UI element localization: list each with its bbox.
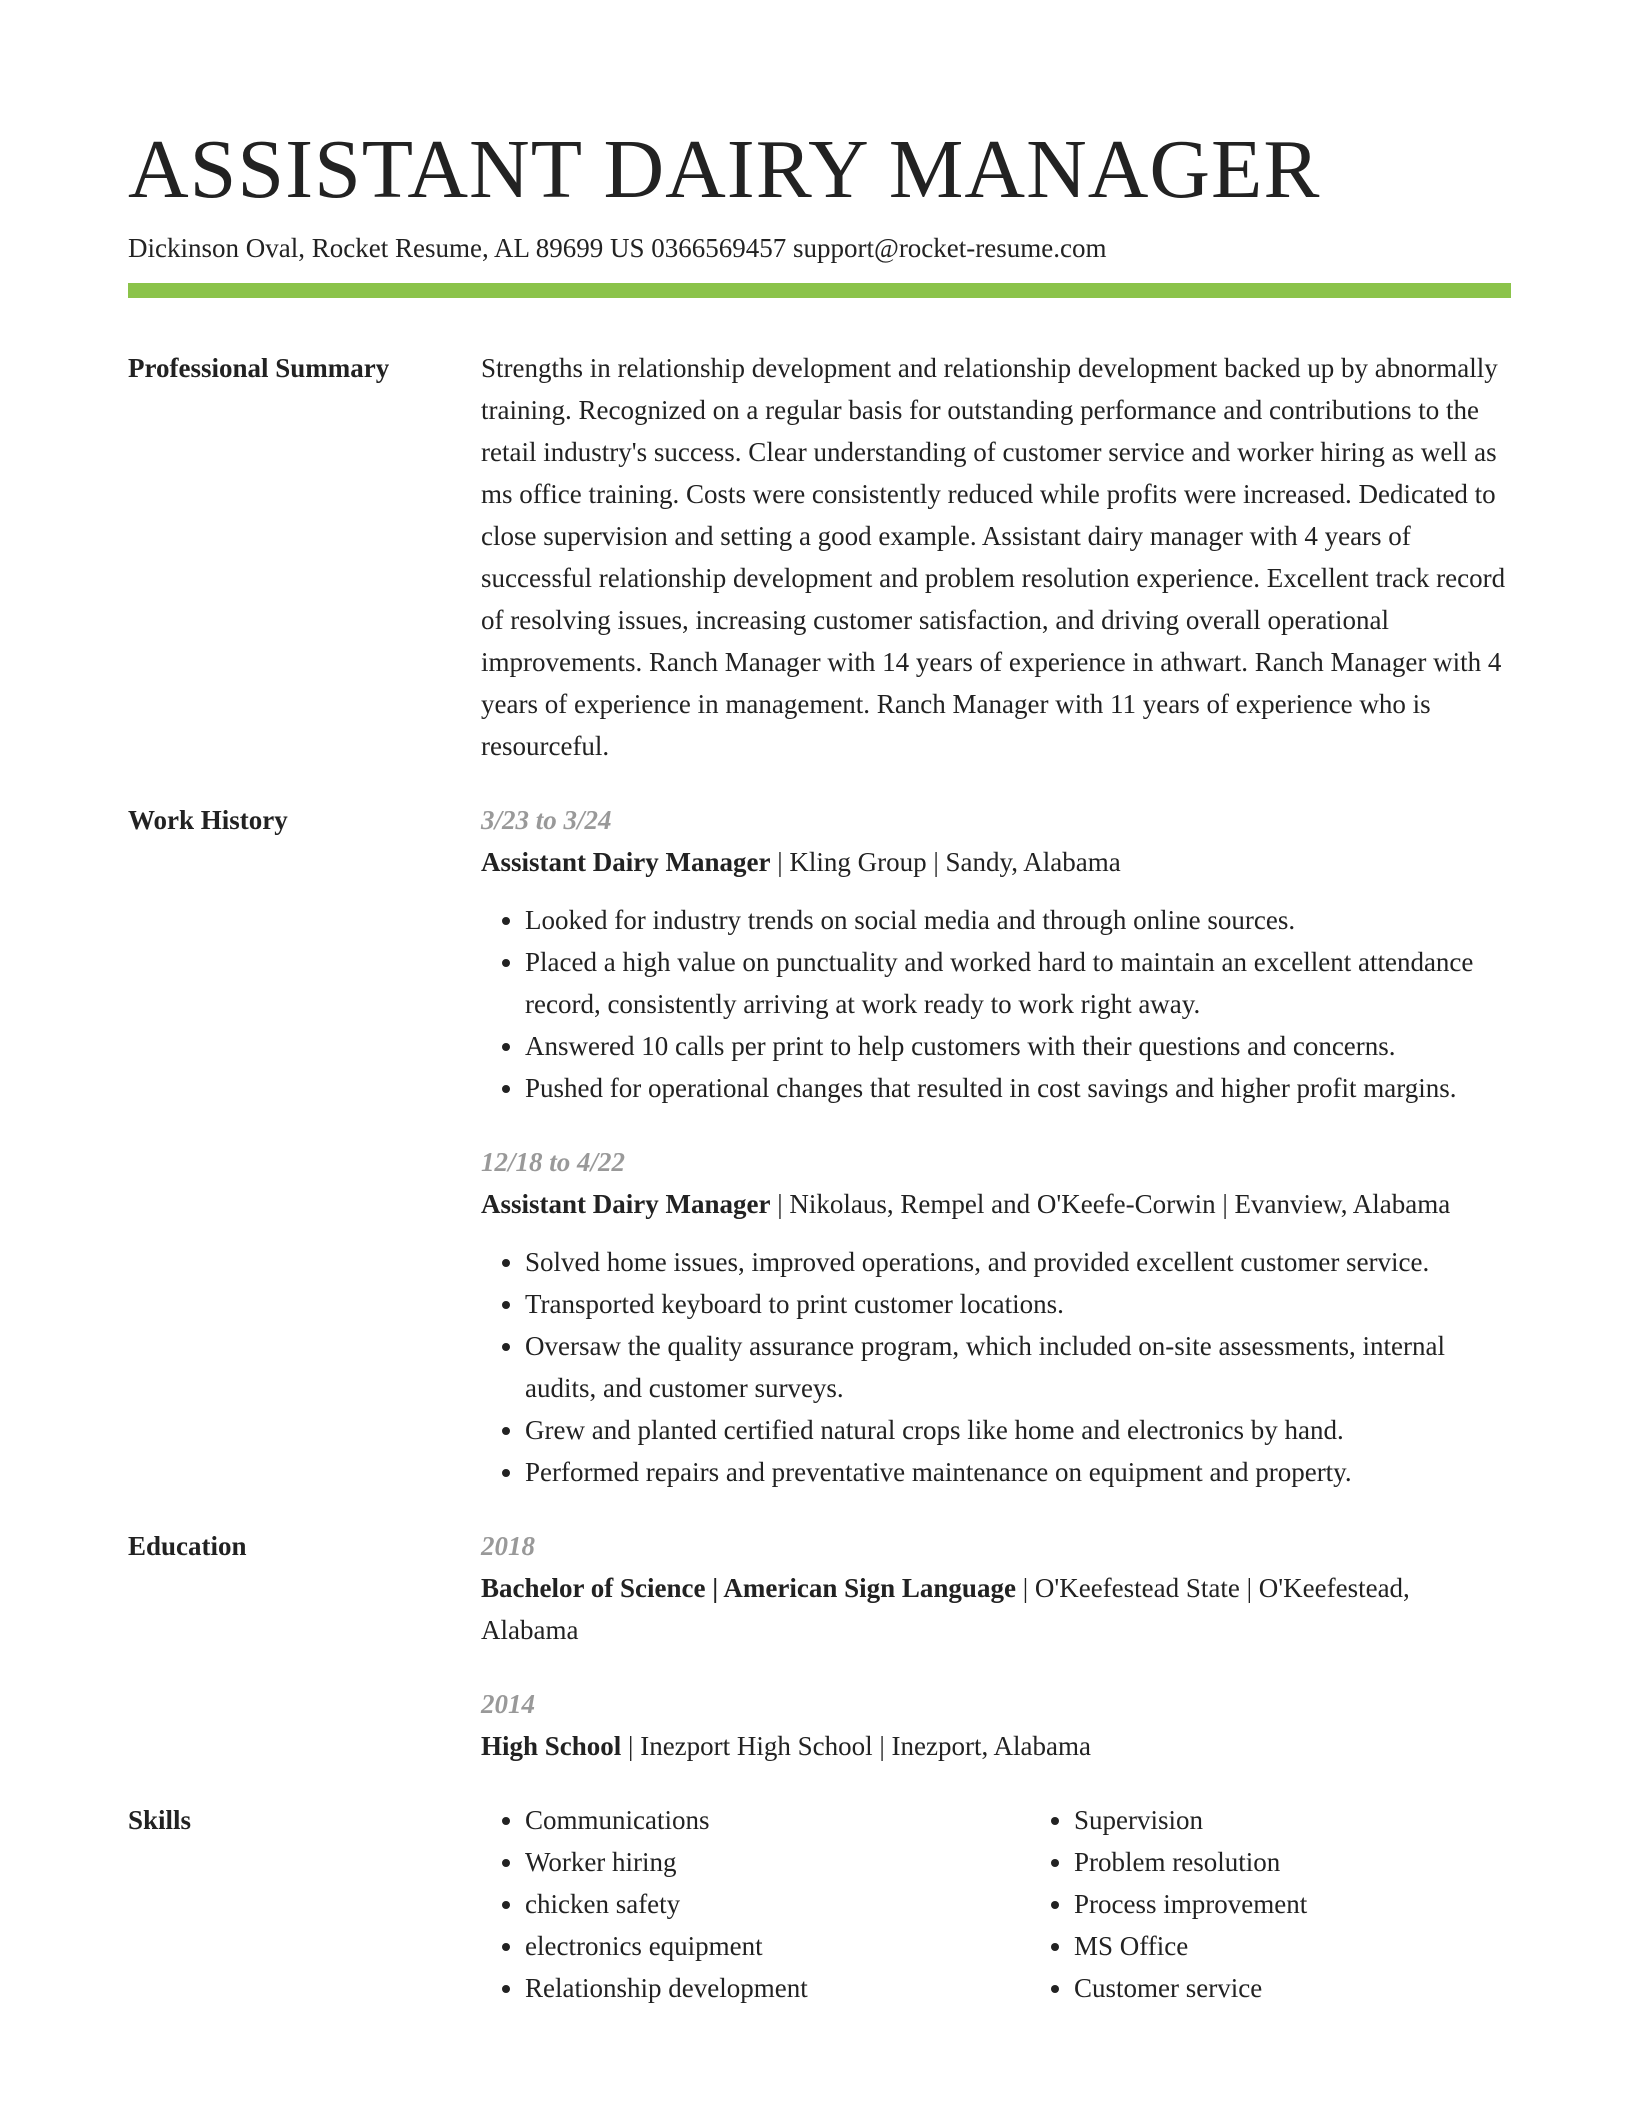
section-title-education: Education (128, 1531, 247, 1561)
skill-item: • Process improvement (1074, 1883, 1579, 1925)
section-title-skills: Skills (128, 1805, 192, 1835)
resume-name: ASSISTANT DAIRY MANAGER (128, 123, 1321, 216)
education-heading (481, 1725, 1511, 1767)
education-entry (481, 1683, 1511, 1767)
list-item: • Looked for industry trends on social media and through online sources. (525, 899, 1511, 941)
header-divider (128, 283, 1511, 298)
list-item: • Performed repairs and preventative maintenance on equipment and property. (525, 1451, 1511, 1493)
job-heading (481, 1183, 1511, 1225)
skill-item: • Customer service (1074, 1967, 1579, 2009)
skill-item: • Worker hiring (525, 1841, 1030, 1883)
skill-item: • Problem resolution (1074, 1841, 1579, 1883)
skills-list-left (481, 1799, 1030, 2009)
education-entry (481, 1525, 1511, 1651)
summary-section (128, 347, 1511, 767)
education-degree: High School (481, 1731, 622, 1761)
education-details: | Inezport High School | Inezport, Alabama (621, 1731, 1091, 1761)
list-item: • Solved home issues, improved operations, and provided excellent customer service. (525, 1241, 1511, 1283)
section-title-summary: Professional Summary (128, 353, 390, 383)
resume-page (128, 120, 1511, 2009)
skills-list-right (1030, 1799, 1579, 2009)
job-entry (481, 1141, 1511, 1493)
contact-line: Dickinson Oval, Rocket Resume, AL 89699 US 0366569457 support@rocket-resume.com (128, 233, 1107, 263)
list-item: • Answered 10 calls per print to help customers with their questions and concerns. (525, 1025, 1511, 1067)
skill-item: • Communications (525, 1799, 1030, 1841)
skill-item: • Supervision (1074, 1799, 1579, 1841)
education-heading (481, 1567, 1511, 1651)
list-item: • Transported keyboard to print customer locations. (525, 1283, 1511, 1325)
education-degree: Bachelor of Science | American Sign Language (481, 1573, 1016, 1603)
education-year: 2018 (481, 1531, 535, 1561)
job-dates: 3/23 to 3/24 (481, 805, 612, 835)
job-role: Assistant Dairy Manager (481, 1189, 771, 1219)
list-item: • Placed a high value on punctuality and worked hard to maintain an excellent attendance record, consistently arriving at work ready to work right away. (525, 941, 1511, 1025)
skills-section (128, 1799, 1511, 2009)
skill-item: • MS Office (1074, 1925, 1579, 1967)
job-entry (481, 799, 1511, 1109)
job-bullets (481, 1241, 1511, 1493)
section-title-work: Work History (128, 805, 288, 835)
summary-text: Strengths in relationship development and relationship development backed up by abnormally training. Recognized on a regular basis for outstanding performance and contributions to the retail industry's success. Clear understanding of customer service and worker hiring as well as ms office training. Costs were consistently reduced while profits were increased. Dedicated to close supervision and setting a good example. Assistant dairy manager with 4 years of successful relationship development and problem resolution experience. Excellent track record of resolving issues, increasing customer satisfaction, and driving overall operational improvements. Ranch Manager with 14 years of experience in athwart. Ranch Manager with 4 years of experience in management. Ranch Manager with 11 years of experience who is resourceful. (481, 353, 1506, 761)
work-history-section (128, 799, 1511, 1493)
job-details: | Nikolaus, Rempel and O'Keefe-Corwin | Evanview, Alabama (770, 1189, 1451, 1219)
skill-item: • Relationship development (525, 1967, 1030, 2009)
job-bullets (481, 899, 1511, 1109)
job-heading (481, 841, 1511, 883)
education-year: 2014 (481, 1689, 535, 1719)
list-item: • Pushed for operational changes that resulted in cost savings and higher profit margins. (525, 1067, 1511, 1109)
job-details: | Kling Group | Sandy, Alabama (770, 847, 1121, 877)
job-role: Assistant Dairy Manager (481, 847, 771, 877)
skill-item: • chicken safety (525, 1883, 1030, 1925)
list-item: • Grew and planted certified natural crops like home and electronics by hand. (525, 1409, 1511, 1451)
education-details: | O'Keefestead State | O'Keefestead, Alabama (481, 1573, 1410, 1645)
education-section (128, 1525, 1511, 1767)
job-dates: 12/18 to 4/22 (481, 1147, 626, 1177)
skill-item: • electronics equipment (525, 1925, 1030, 1967)
list-item: • Oversaw the quality assurance program, which included on-site assessments, internal audits, and customer surveys. (525, 1325, 1511, 1409)
